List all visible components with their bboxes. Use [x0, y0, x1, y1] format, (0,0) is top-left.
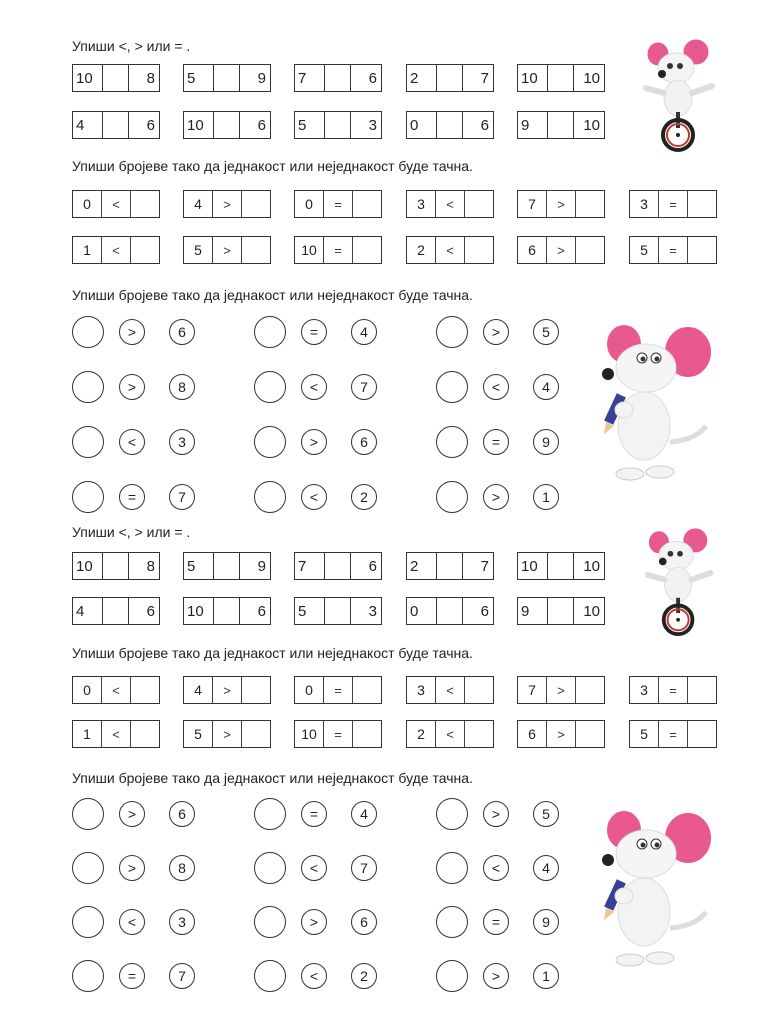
right-number: 10	[583, 69, 601, 87]
answer-blank[interactable]	[353, 721, 381, 747]
answer-blank[interactable]	[465, 237, 493, 263]
mouse-pencil-icon	[596, 808, 720, 976]
given-number: 0	[295, 677, 324, 703]
operator-circle: >	[483, 963, 509, 989]
left-number: 2	[410, 69, 419, 87]
fill-box	[183, 676, 271, 704]
fill-box	[72, 720, 160, 748]
answer-circle[interactable]	[254, 906, 286, 938]
answer-blank[interactable]	[576, 237, 604, 263]
mouse-pencil-icon	[596, 322, 720, 490]
operator-sign: =	[659, 677, 688, 703]
number-circle: 6	[169, 319, 195, 345]
number-circle: 7	[351, 374, 377, 400]
operator-sign: =	[324, 721, 353, 747]
given-number: 1	[73, 237, 102, 263]
number-circle: 7	[169, 963, 195, 989]
comparison-blank[interactable]	[436, 65, 464, 91]
operator-circle: >	[483, 319, 509, 345]
number-circle: 1	[533, 484, 559, 510]
given-number: 5	[184, 721, 213, 747]
left-number: 5	[298, 116, 307, 134]
compare-box	[517, 111, 605, 139]
left-number: 9	[521, 116, 530, 134]
number-circle: 4	[351, 801, 377, 827]
section-title-circles: Упиши бројеве тако да једнакост или неједнакост буде тачна.	[72, 287, 473, 303]
answer-circle[interactable]	[72, 316, 104, 348]
comparison-blank[interactable]	[213, 112, 241, 138]
answer-circle[interactable]	[72, 798, 104, 830]
right-number: 6	[257, 602, 267, 620]
answer-circle[interactable]	[436, 481, 468, 513]
operator-circle: <	[483, 374, 509, 400]
compare-box	[183, 111, 271, 139]
compare-box	[294, 597, 382, 625]
right-number: 6	[368, 69, 378, 87]
right-number: 6	[480, 116, 490, 134]
operator-sign: =	[324, 677, 353, 703]
section-title-fill: Упиши бројеве тако да једнакост или неједнакост буде тачна.	[72, 645, 473, 661]
fill-box	[294, 676, 382, 704]
operator-sign: =	[324, 237, 353, 263]
answer-blank[interactable]	[242, 721, 270, 747]
answer-circle[interactable]	[254, 481, 286, 513]
operator-circle: =	[119, 484, 145, 510]
right-number: 6	[368, 557, 378, 575]
operator-sign: <	[436, 721, 465, 747]
given-number: 10	[295, 721, 324, 747]
answer-blank[interactable]	[353, 237, 381, 263]
mouse-unicycle-icon	[640, 527, 720, 637]
answer-blank[interactable]	[465, 191, 493, 217]
fill-box	[294, 236, 382, 264]
operator-circle: <	[119, 429, 145, 455]
comparison-blank[interactable]	[324, 65, 352, 91]
answer-circle[interactable]	[254, 960, 286, 992]
comparison-blank[interactable]	[324, 112, 352, 138]
number-circle: 6	[169, 801, 195, 827]
given-number: 10	[295, 237, 324, 263]
compare-box	[294, 552, 382, 580]
right-number: 10	[583, 557, 601, 575]
number-circle: 6	[351, 429, 377, 455]
left-number: 10	[76, 557, 93, 575]
operator-sign: >	[213, 191, 242, 217]
operator-circle: <	[301, 484, 327, 510]
comparison-blank[interactable]	[324, 598, 352, 624]
operator-circle: <	[483, 855, 509, 881]
compare-box	[72, 111, 160, 139]
operator-circle: >	[119, 374, 145, 400]
operator-sign: >	[547, 721, 576, 747]
mouse-unicycle-icon	[640, 38, 720, 153]
operator-circle: =	[119, 963, 145, 989]
right-number: 6	[480, 602, 490, 620]
answer-blank[interactable]	[353, 677, 381, 703]
left-number: 7	[298, 557, 307, 575]
number-circle: 5	[533, 319, 559, 345]
compare-box	[183, 552, 271, 580]
answer-blank[interactable]	[131, 237, 159, 263]
operator-circle: =	[483, 429, 509, 455]
answer-circle[interactable]	[72, 426, 104, 458]
comparison-blank[interactable]	[213, 65, 241, 91]
answer-blank[interactable]	[242, 191, 270, 217]
answer-circle[interactable]	[436, 906, 468, 938]
compare-box	[183, 597, 271, 625]
fill-box	[517, 236, 605, 264]
section-title-circles: Упиши бројеве тако да једнакост или неједнакост буде тачна.	[72, 770, 473, 786]
number-circle: 2	[351, 484, 377, 510]
given-number: 5	[630, 237, 659, 263]
right-number: 7	[480, 69, 490, 87]
right-number: 3	[368, 116, 378, 134]
fill-box	[294, 720, 382, 748]
operator-sign: >	[213, 677, 242, 703]
section-title-fill: Упиши бројеве тако да једнакост или неједнакост буде тачна.	[72, 158, 473, 174]
number-circle: 4	[533, 374, 559, 400]
fill-box	[183, 720, 271, 748]
left-number: 10	[76, 69, 93, 87]
left-number: 0	[410, 116, 419, 134]
fill-box	[406, 190, 494, 218]
answer-circle[interactable]	[72, 960, 104, 992]
fill-box	[406, 236, 494, 264]
number-circle: 6	[351, 909, 377, 935]
operator-circle: >	[483, 484, 509, 510]
right-number: 6	[146, 602, 156, 620]
left-number: 10	[187, 116, 204, 134]
answer-blank[interactable]	[131, 721, 159, 747]
operator-sign: >	[213, 721, 242, 747]
given-number: 2	[407, 237, 436, 263]
number-circle: 8	[169, 855, 195, 881]
right-number: 7	[480, 557, 490, 575]
comparison-blank[interactable]	[547, 553, 575, 579]
right-number: 9	[257, 69, 267, 87]
operator-sign: <	[102, 191, 131, 217]
operator-circle: >	[483, 801, 509, 827]
number-circle: 9	[533, 429, 559, 455]
compare-box	[72, 552, 160, 580]
given-number: 0	[73, 191, 102, 217]
answer-blank[interactable]	[131, 677, 159, 703]
fill-box	[629, 236, 717, 264]
answer-blank[interactable]	[688, 721, 716, 747]
given-number: 6	[518, 721, 547, 747]
given-number: 4	[184, 191, 213, 217]
number-circle: 5	[533, 801, 559, 827]
answer-circle[interactable]	[436, 316, 468, 348]
comparison-blank[interactable]	[213, 598, 241, 624]
given-number: 3	[630, 191, 659, 217]
left-number: 10	[521, 557, 538, 575]
right-number: 3	[368, 602, 378, 620]
comparison-blank[interactable]	[102, 65, 130, 91]
right-number: 6	[257, 116, 267, 134]
left-number: 2	[410, 557, 419, 575]
right-number: 6	[146, 116, 156, 134]
answer-blank[interactable]	[688, 237, 716, 263]
fill-box	[517, 190, 605, 218]
given-number: 0	[73, 677, 102, 703]
comparison-blank[interactable]	[547, 112, 575, 138]
number-circle: 4	[533, 855, 559, 881]
fill-box	[629, 190, 717, 218]
answer-circle[interactable]	[254, 426, 286, 458]
fill-box	[517, 720, 605, 748]
answer-blank[interactable]	[465, 677, 493, 703]
left-number: 7	[298, 69, 307, 87]
operator-sign: <	[436, 237, 465, 263]
right-number: 9	[257, 557, 267, 575]
fill-box	[629, 676, 717, 704]
fill-box	[72, 236, 160, 264]
answer-blank[interactable]	[576, 677, 604, 703]
operator-sign: =	[659, 237, 688, 263]
operator-sign: >	[547, 237, 576, 263]
operator-sign: >	[547, 191, 576, 217]
operator-sign: =	[324, 191, 353, 217]
operator-circle: >	[119, 801, 145, 827]
number-circle: 8	[169, 374, 195, 400]
answer-circle[interactable]	[72, 906, 104, 938]
fill-box	[406, 676, 494, 704]
answer-blank[interactable]	[688, 191, 716, 217]
answer-circle[interactable]	[72, 852, 104, 884]
comparison-blank[interactable]	[102, 112, 130, 138]
right-number: 8	[146, 69, 156, 87]
compare-box	[72, 597, 160, 625]
answer-circle[interactable]	[254, 798, 286, 830]
answer-circle[interactable]	[436, 852, 468, 884]
given-number: 7	[518, 677, 547, 703]
answer-circle[interactable]	[436, 798, 468, 830]
operator-circle: <	[119, 909, 145, 935]
fill-box	[72, 190, 160, 218]
answer-circle[interactable]	[436, 371, 468, 403]
fill-box	[183, 190, 271, 218]
comparison-blank[interactable]	[436, 598, 464, 624]
operator-circle: <	[301, 855, 327, 881]
fill-box	[183, 236, 271, 264]
right-number: 10	[583, 116, 601, 134]
answer-blank[interactable]	[242, 237, 270, 263]
given-number: 0	[295, 191, 324, 217]
operator-sign: <	[436, 677, 465, 703]
answer-blank[interactable]	[688, 677, 716, 703]
given-number: 6	[518, 237, 547, 263]
operator-sign: <	[102, 237, 131, 263]
left-number: 5	[187, 69, 196, 87]
fill-box	[294, 190, 382, 218]
answer-circle[interactable]	[436, 960, 468, 992]
answer-blank[interactable]	[465, 721, 493, 747]
left-number: 10	[187, 602, 204, 620]
answer-blank[interactable]	[242, 677, 270, 703]
given-number: 5	[630, 721, 659, 747]
number-circle: 3	[169, 429, 195, 455]
compare-box	[517, 597, 605, 625]
given-number: 4	[184, 677, 213, 703]
left-number: 5	[298, 602, 307, 620]
compare-box	[72, 64, 160, 92]
answer-blank[interactable]	[353, 191, 381, 217]
section-title-compare: Упиши <, > или = .	[72, 524, 191, 540]
answer-circle[interactable]	[254, 316, 286, 348]
operator-sign: >	[213, 237, 242, 263]
answer-blank[interactable]	[131, 191, 159, 217]
left-number: 5	[187, 557, 196, 575]
compare-box	[294, 111, 382, 139]
comparison-blank[interactable]	[102, 598, 130, 624]
number-circle: 1	[533, 963, 559, 989]
left-number: 9	[521, 602, 530, 620]
operator-circle: =	[301, 801, 327, 827]
operator-circle: >	[301, 909, 327, 935]
given-number: 3	[630, 677, 659, 703]
answer-circle[interactable]	[72, 371, 104, 403]
answer-circle[interactable]	[254, 371, 286, 403]
answer-blank[interactable]	[576, 721, 604, 747]
number-circle: 3	[169, 909, 195, 935]
number-circle: 7	[169, 484, 195, 510]
compare-box	[294, 64, 382, 92]
fill-box	[517, 676, 605, 704]
given-number: 7	[518, 191, 547, 217]
operator-circle: >	[301, 429, 327, 455]
comparison-blank[interactable]	[102, 553, 130, 579]
operator-circle: <	[301, 963, 327, 989]
compare-box	[406, 597, 494, 625]
answer-blank[interactable]	[576, 191, 604, 217]
comparison-blank[interactable]	[436, 553, 464, 579]
operator-sign: <	[102, 677, 131, 703]
compare-box	[517, 64, 605, 92]
number-circle: 7	[351, 855, 377, 881]
operator-sign: >	[547, 677, 576, 703]
right-number: 8	[146, 557, 156, 575]
operator-sign: =	[659, 191, 688, 217]
compare-box	[517, 552, 605, 580]
operator-circle: >	[119, 855, 145, 881]
compare-box	[183, 64, 271, 92]
compare-box	[406, 64, 494, 92]
operator-sign: <	[102, 721, 131, 747]
fill-box	[406, 720, 494, 748]
fill-box	[72, 676, 160, 704]
section-title-compare: Упиши <, > или = .	[72, 38, 191, 54]
comparison-blank[interactable]	[547, 65, 575, 91]
operator-circle: =	[301, 319, 327, 345]
fill-box	[629, 720, 717, 748]
right-number: 10	[583, 602, 601, 620]
number-circle: 4	[351, 319, 377, 345]
given-number: 3	[407, 677, 436, 703]
given-number: 2	[407, 721, 436, 747]
given-number: 5	[184, 237, 213, 263]
left-number: 10	[521, 69, 538, 87]
left-number: 4	[76, 116, 85, 134]
answer-circle[interactable]	[72, 481, 104, 513]
comparison-blank[interactable]	[324, 553, 352, 579]
compare-box	[406, 111, 494, 139]
answer-circle[interactable]	[254, 852, 286, 884]
given-number: 1	[73, 721, 102, 747]
operator-sign: =	[659, 721, 688, 747]
compare-box	[406, 552, 494, 580]
given-number: 3	[407, 191, 436, 217]
operator-sign: <	[436, 191, 465, 217]
number-circle: 2	[351, 963, 377, 989]
answer-circle[interactable]	[436, 426, 468, 458]
comparison-blank[interactable]	[213, 553, 241, 579]
operator-circle: =	[483, 909, 509, 935]
left-number: 4	[76, 602, 85, 620]
comparison-blank[interactable]	[547, 598, 575, 624]
number-circle: 9	[533, 909, 559, 935]
operator-circle: >	[119, 319, 145, 345]
left-number: 0	[410, 602, 419, 620]
comparison-blank[interactable]	[436, 112, 464, 138]
operator-circle: <	[301, 374, 327, 400]
